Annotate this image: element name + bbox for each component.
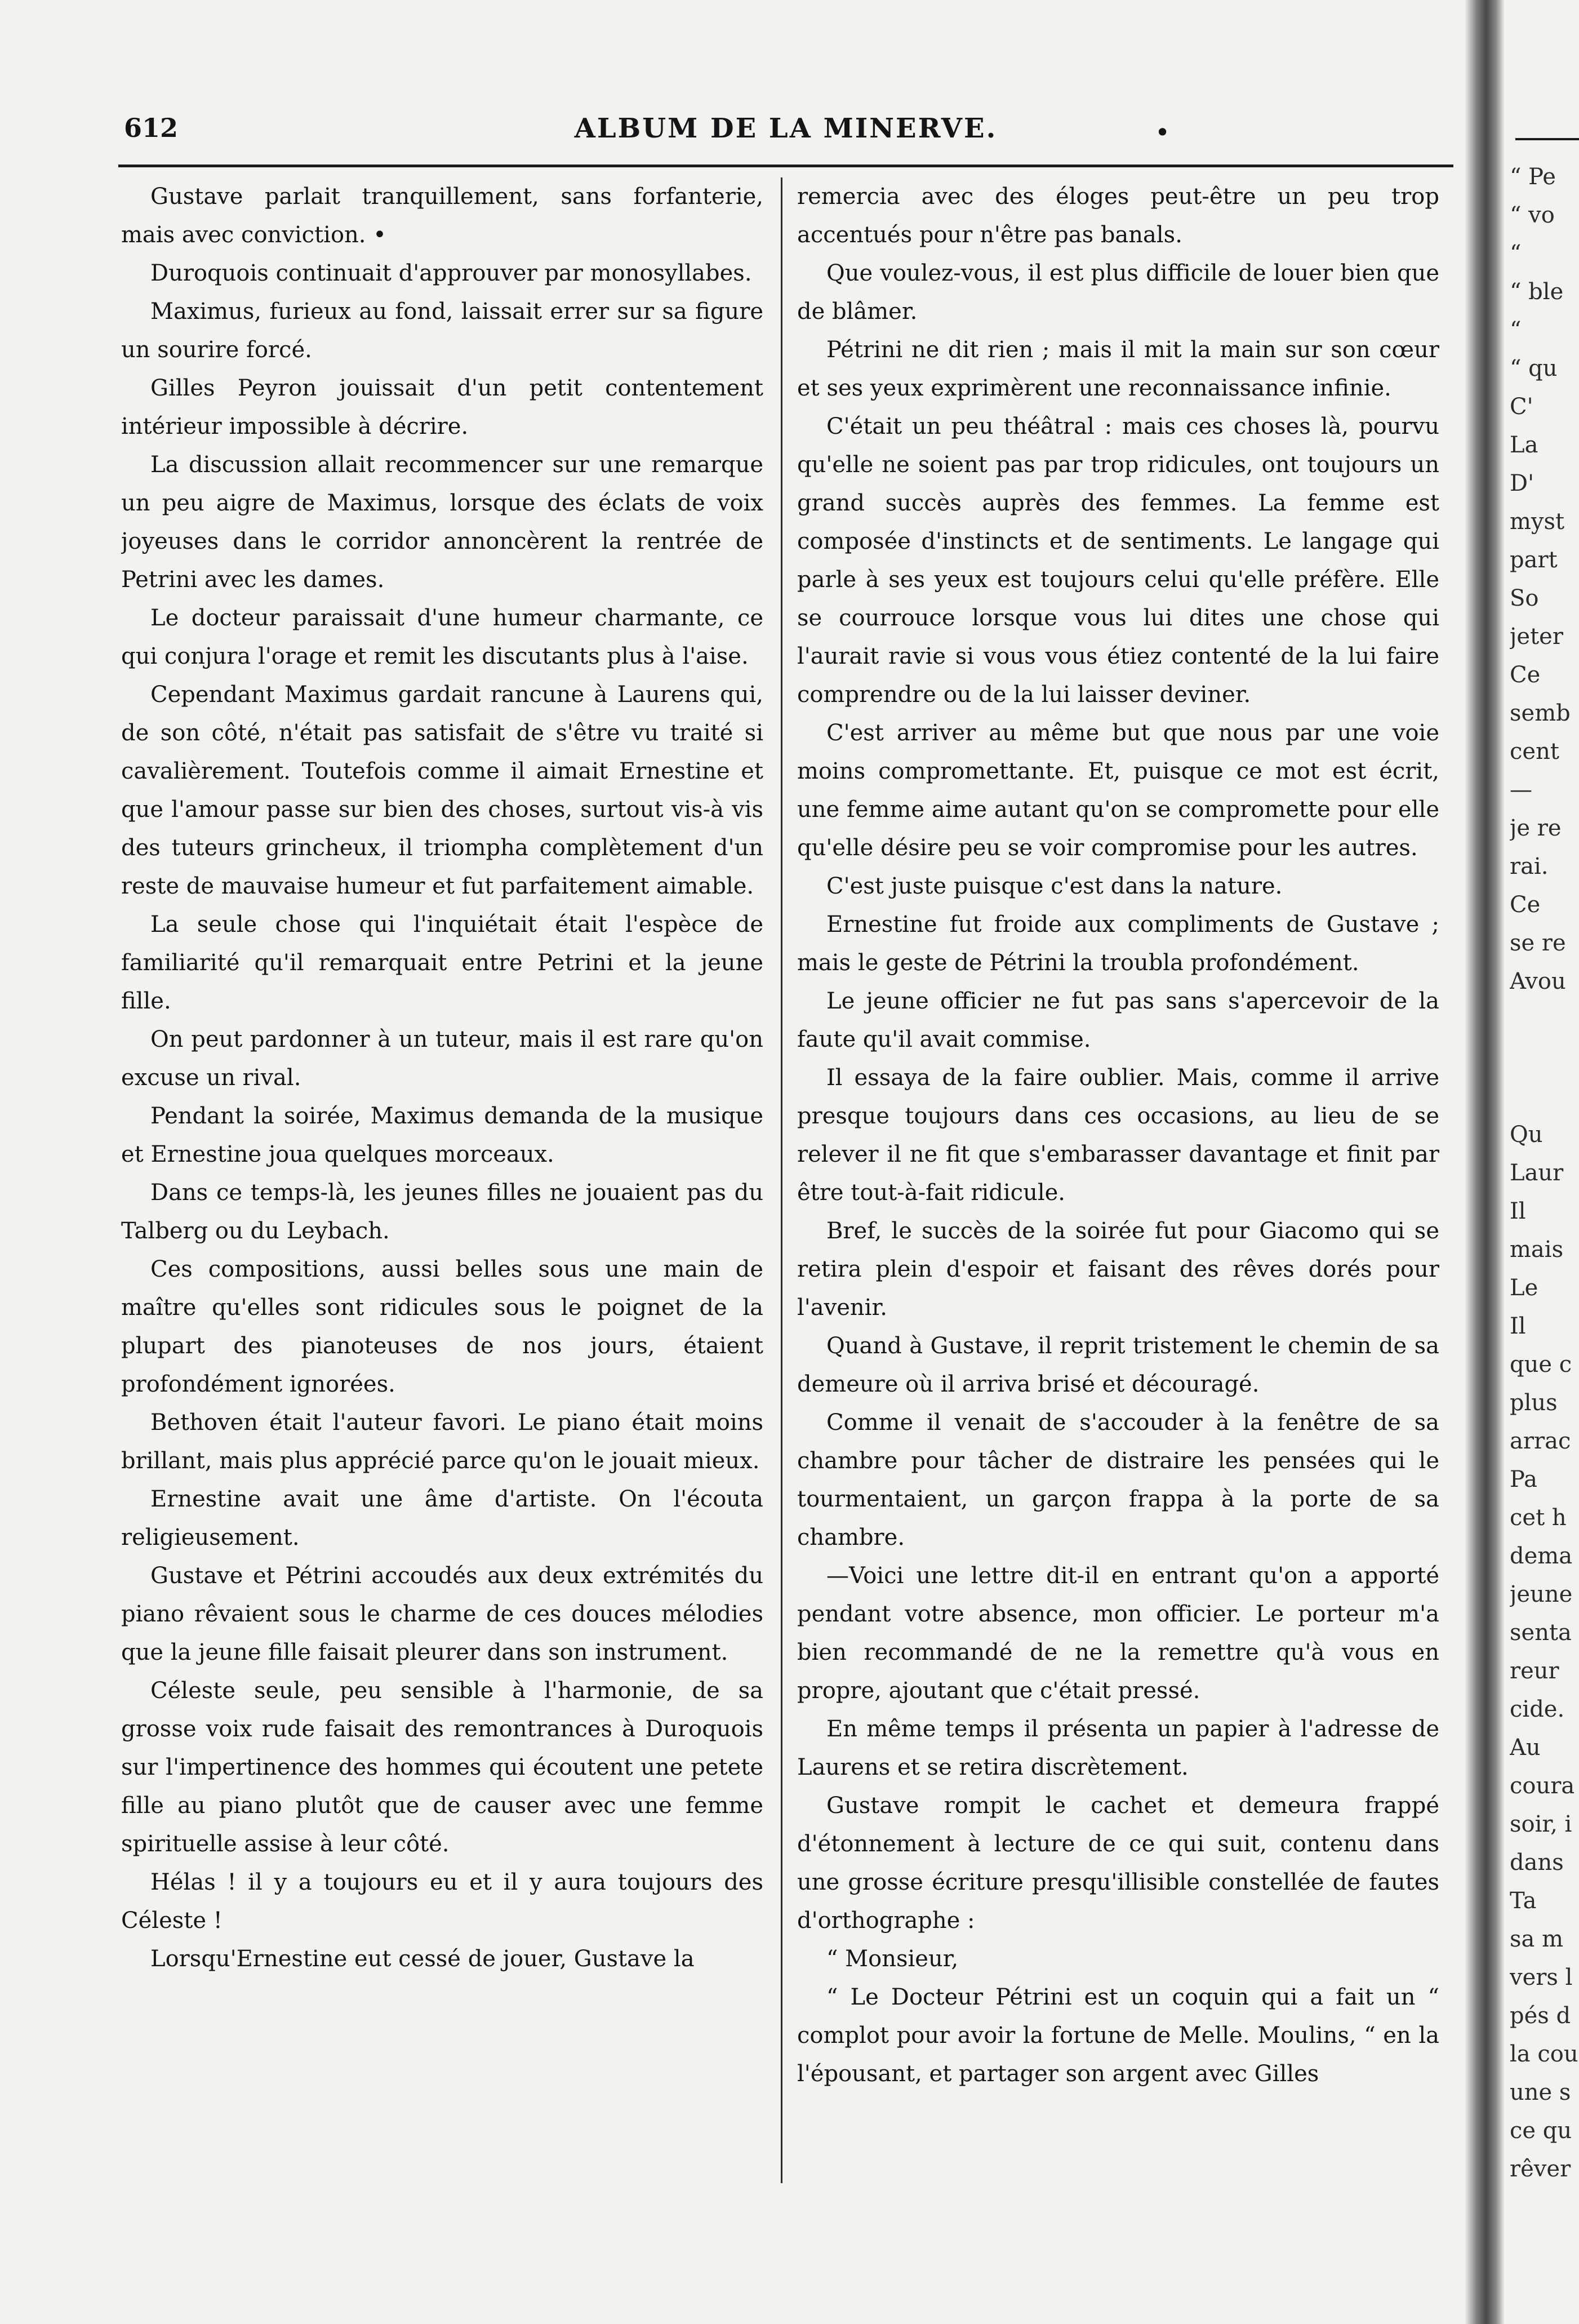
right-column	[797, 177, 1439, 2183]
next-page-line: “ ble	[1510, 279, 1564, 305]
next-page-line: coura	[1510, 1773, 1575, 1799]
next-page-line: ce qu	[1510, 2118, 1572, 2144]
paragraph: Ces compositions, aussi belles sous une main de maître qu'elles sont ridicules sous le poignet de la plupart des pianoteuses de nos jours, étaient profondément ignorées.	[121, 1256, 763, 1397]
paragraph: C'est juste puisque c'est dans la nature.	[826, 873, 1283, 899]
next-page-line	[1510, 1077, 1579, 1116]
paragraph: Bref, le succès de la soirée fut pour Giacomo qui se retira plein d'espoir et faisant des rêves dorés pour l'avenir.	[797, 1218, 1439, 1321]
next-page-fragment	[1510, 158, 1579, 2299]
paragraph: Ernestine fut froide aux compliments de Gustave ; mais le geste de Pétrini la troubla profondément.	[797, 912, 1439, 976]
next-page-line: D'	[1510, 470, 1534, 496]
next-page-line: arrac	[1510, 1428, 1571, 1454]
paragraph: Le jeune officier ne fut pas sans s'apercevoir de la faute qu'il avait commise.	[797, 988, 1439, 1052]
paragraph: Cependant Maximus gardait rancune à Laurens qui, de son côté, n'était pas satisfait de s'être vu traité si cavalièrement. Toutefois comme il aimait Ernestine et que l'amour passe sur bien des choses, surtout vis-à vis des tuteurs grincheux, il triompha complètement d'un reste de mauvaise humeur et fut parfaitement aimable.	[121, 682, 763, 899]
paragraph: C'était un peu théâtral : mais ces choses là, pourvu qu'elle ne soient pas par trop ridicules, ont toujours un grand succès auprès des femmes. La femme est composée d'instincts et de sentiments. Le langage qui parle à ses yeux est toujours celui qu'elle préfère. Elle se courrouce lorsque vous lui dites une chose qui l'aurait ravie si vous vous étiez contenté de la lui faire comprendre ou de la lui laisser deviner.	[797, 414, 1439, 708]
next-page-line: Avou	[1510, 968, 1566, 994]
next-page-line: cent	[1510, 739, 1559, 765]
next-page-line: plus	[1510, 1390, 1558, 1416]
paragraph: —Voici une lettre dit-il en entrant qu'on a apporté pendant votre absence, mon officier. Le porteur m'a bien recommandé de ne la remettre qu'à vous en propre, ajoutant que c'était pressé.	[797, 1563, 1439, 1704]
next-page-line: “ qu	[1510, 356, 1558, 381]
paragraph: “ Monsieur,	[826, 1946, 959, 1972]
paragraph: Comme il venait de s'accouder à la fenêtre de sa chambre pour tâcher de distraire les pensées qui le tourmentaient, un garçon frappa à la porte de sa chambre.	[797, 1410, 1439, 1550]
paragraph: En même temps il présenta un papier à l'adresse de Laurens et se retira discrètement.	[797, 1716, 1439, 1780]
header-dot: •	[1155, 117, 1171, 148]
paragraph: Hélas ! il y a toujours eu et il y aura toujours des Céleste !	[121, 1869, 763, 1934]
paragraph: “ Le Docteur Pétrini est un coquin qui a fait un “ complot pour avoir la fortune de Melle. Moulins, “ en la l'épousant, et partager son argent avec Gilles	[797, 1984, 1439, 2087]
next-page-line	[1510, 1039, 1579, 1077]
paragraph: La seule chose qui l'inquiétait était l'espèce de familiarité qu'il remarquait entre Petrini et la jeune fille.	[121, 912, 763, 1014]
page-number: 612	[124, 113, 179, 143]
next-page-line: sa m	[1510, 1926, 1564, 1952]
page-gutter-shadow	[1465, 0, 1504, 2324]
paragraph: Lorsqu'Ernestine eut cessé de jouer, Gustave la	[150, 1946, 695, 1972]
next-page-line: mais	[1510, 1237, 1564, 1263]
paragraph: Maximus, furieux au fond, laissait errer sur sa figure un sourire forcé.	[121, 299, 763, 363]
left-column	[121, 177, 763, 2183]
next-page-line: se re	[1510, 930, 1566, 956]
paragraph: Pétrini ne dit rien ; mais il mit la main sur son cœur et ses yeux exprimèrent une reconnaissance infinie.	[797, 337, 1439, 401]
paragraph: Quand à Gustave, il reprit tristement le chemin de sa demeure où il arriva brisé et découragé.	[797, 1333, 1439, 1397]
next-page-line: La	[1510, 432, 1538, 458]
next-page-line: pés d	[1510, 2003, 1571, 2029]
next-page-line: “	[1510, 241, 1522, 266]
next-page-line: Ta	[1510, 1888, 1537, 1914]
next-page-line: jeter	[1510, 624, 1563, 650]
next-page-line: reur	[1510, 1658, 1559, 1684]
next-page-line: “	[1510, 317, 1522, 343]
paragraph: Dans ce temps-là, les jeunes filles ne jouaient pas du Talberg ou du Leybach.	[121, 1180, 763, 1244]
next-page-line: je re	[1510, 815, 1562, 841]
next-page-line: part	[1510, 547, 1558, 573]
next-page-line: cide.	[1510, 1696, 1565, 1722]
next-page-line: Au	[1510, 1735, 1541, 1761]
paragraph: On peut pardonner à un tuteur, mais il est rare qu'on excuse un rival.	[121, 1027, 763, 1091]
next-page-line: —	[1510, 777, 1532, 803]
paragraph: Gustave parlait tranquillement, sans forfanterie, mais avec conviction. •	[121, 184, 763, 248]
next-page-line: myst	[1510, 509, 1565, 535]
paragraph: Pendant la soirée, Maximus demanda de la musique et Ernestine joua quelques morceaux.	[121, 1103, 763, 1167]
header-rule	[118, 165, 1453, 167]
running-title: ALBUM DE LA MINERVE.	[574, 113, 998, 144]
paragraph: Duroquois continuait d'approuver par monosyllabes.	[150, 260, 752, 286]
next-page-line: Pa	[1510, 1467, 1537, 1492]
paragraph: C'est arriver au même but que nous par une voie moins compromettante. Et, puisque ce mot est écrit, une femme aime autant qu'on se compromette pour elle qu'elle désire peu se voir compromise pour les autres.	[797, 720, 1439, 861]
next-page-line: “ Pe	[1510, 164, 1556, 190]
next-page-line: une s	[1510, 2079, 1571, 2105]
paragraph: Le docteur paraissait d'une humeur charmante, ce qui conjura l'orage et remit les discutants plus à l'aise.	[121, 605, 763, 669]
next-page-line: Laur	[1510, 1160, 1564, 1186]
next-page-line: la cou	[1510, 2041, 1578, 2067]
paragraph: Il essaya de la faire oublier. Mais, comme il arrive presque toujours dans ces occasions, au lieu de se relever il ne fit que s'embarasser davantage et finit par être tout-à-fait ridicule.	[797, 1065, 1439, 1206]
next-page-line: “ vo	[1510, 202, 1555, 228]
next-page-line: Ce	[1510, 662, 1541, 688]
next-page-line: cet h	[1510, 1505, 1567, 1531]
paragraph: La discussion allait recommencer sur une remarque un peu aigre de Maximus, lorsque des éclats de voix joyeuses dans le corridor annoncèrent la rentrée de Petrini avec les dames.	[121, 452, 763, 593]
next-page-line: vers l	[1510, 1965, 1573, 1990]
next-page-line: rai.	[1510, 854, 1549, 879]
paragraph: Gilles Peyron jouissait d'un petit contentement intérieur impossible à décrire.	[121, 375, 763, 439]
next-page-line: Il	[1510, 1313, 1526, 1339]
next-page-line: semb	[1510, 700, 1571, 726]
next-page-line: rêver	[1510, 2156, 1571, 2182]
paragraph: remercia avec des éloges peut-être un peu trop accentués pour n'être pas banals.	[797, 184, 1439, 248]
next-page-line: soir, i	[1510, 1811, 1572, 1837]
next-page-line: Il	[1510, 1198, 1526, 1224]
next-page-line: Ce	[1510, 892, 1541, 918]
next-page-line: Le	[1510, 1275, 1538, 1301]
page-header	[118, 113, 1453, 158]
next-page-line: dans	[1510, 1850, 1564, 1876]
next-page-line: que c	[1510, 1352, 1572, 1377]
paragraph: Gustave et Pétrini accoudés aux deux extrémités du piano rêvaient sous le charme de ces douces mélodies que la jeune fille faisait pleurer dans son instrument.	[121, 1563, 763, 1665]
next-page-line: Qu	[1510, 1122, 1543, 1148]
next-page-line: So	[1510, 585, 1539, 611]
paragraph: Gustave rompit le cachet et demeura frappé d'étonnement à lecture de ce qui suit, contenu dans une grosse écriture presqu'illisible constellée de fautes d'orthographe :	[797, 1793, 1439, 1934]
paragraph: Bethoven était l'auteur favori. Le piano était moins brillant, mais plus apprécié parce qu'on le jouait mieux.	[121, 1410, 763, 1474]
column-divider	[781, 177, 782, 2183]
paragraph: Céleste seule, peu sensible à l'harmonie, de sa grosse voix rude faisait des remontrances à Duroquois sur l'impertinence des hommes qui écoutent une petete fille au piano plutôt que de causer avec une femme spirituelle assise à leur côté.	[121, 1678, 763, 1857]
next-page-line	[1510, 1001, 1579, 1039]
next-page-rule	[1515, 138, 1579, 140]
next-page-line: C'	[1510, 394, 1533, 420]
paragraph: Ernestine avait une âme d'artiste. On l'écouta religieusement.	[121, 1486, 763, 1550]
next-page-line: dema	[1510, 1543, 1573, 1569]
next-page-line: jeune	[1510, 1581, 1573, 1607]
paragraph: Que voulez-vous, il est plus difficile de louer bien que de blâmer.	[797, 260, 1439, 325]
next-page-line: senta	[1510, 1620, 1572, 1646]
